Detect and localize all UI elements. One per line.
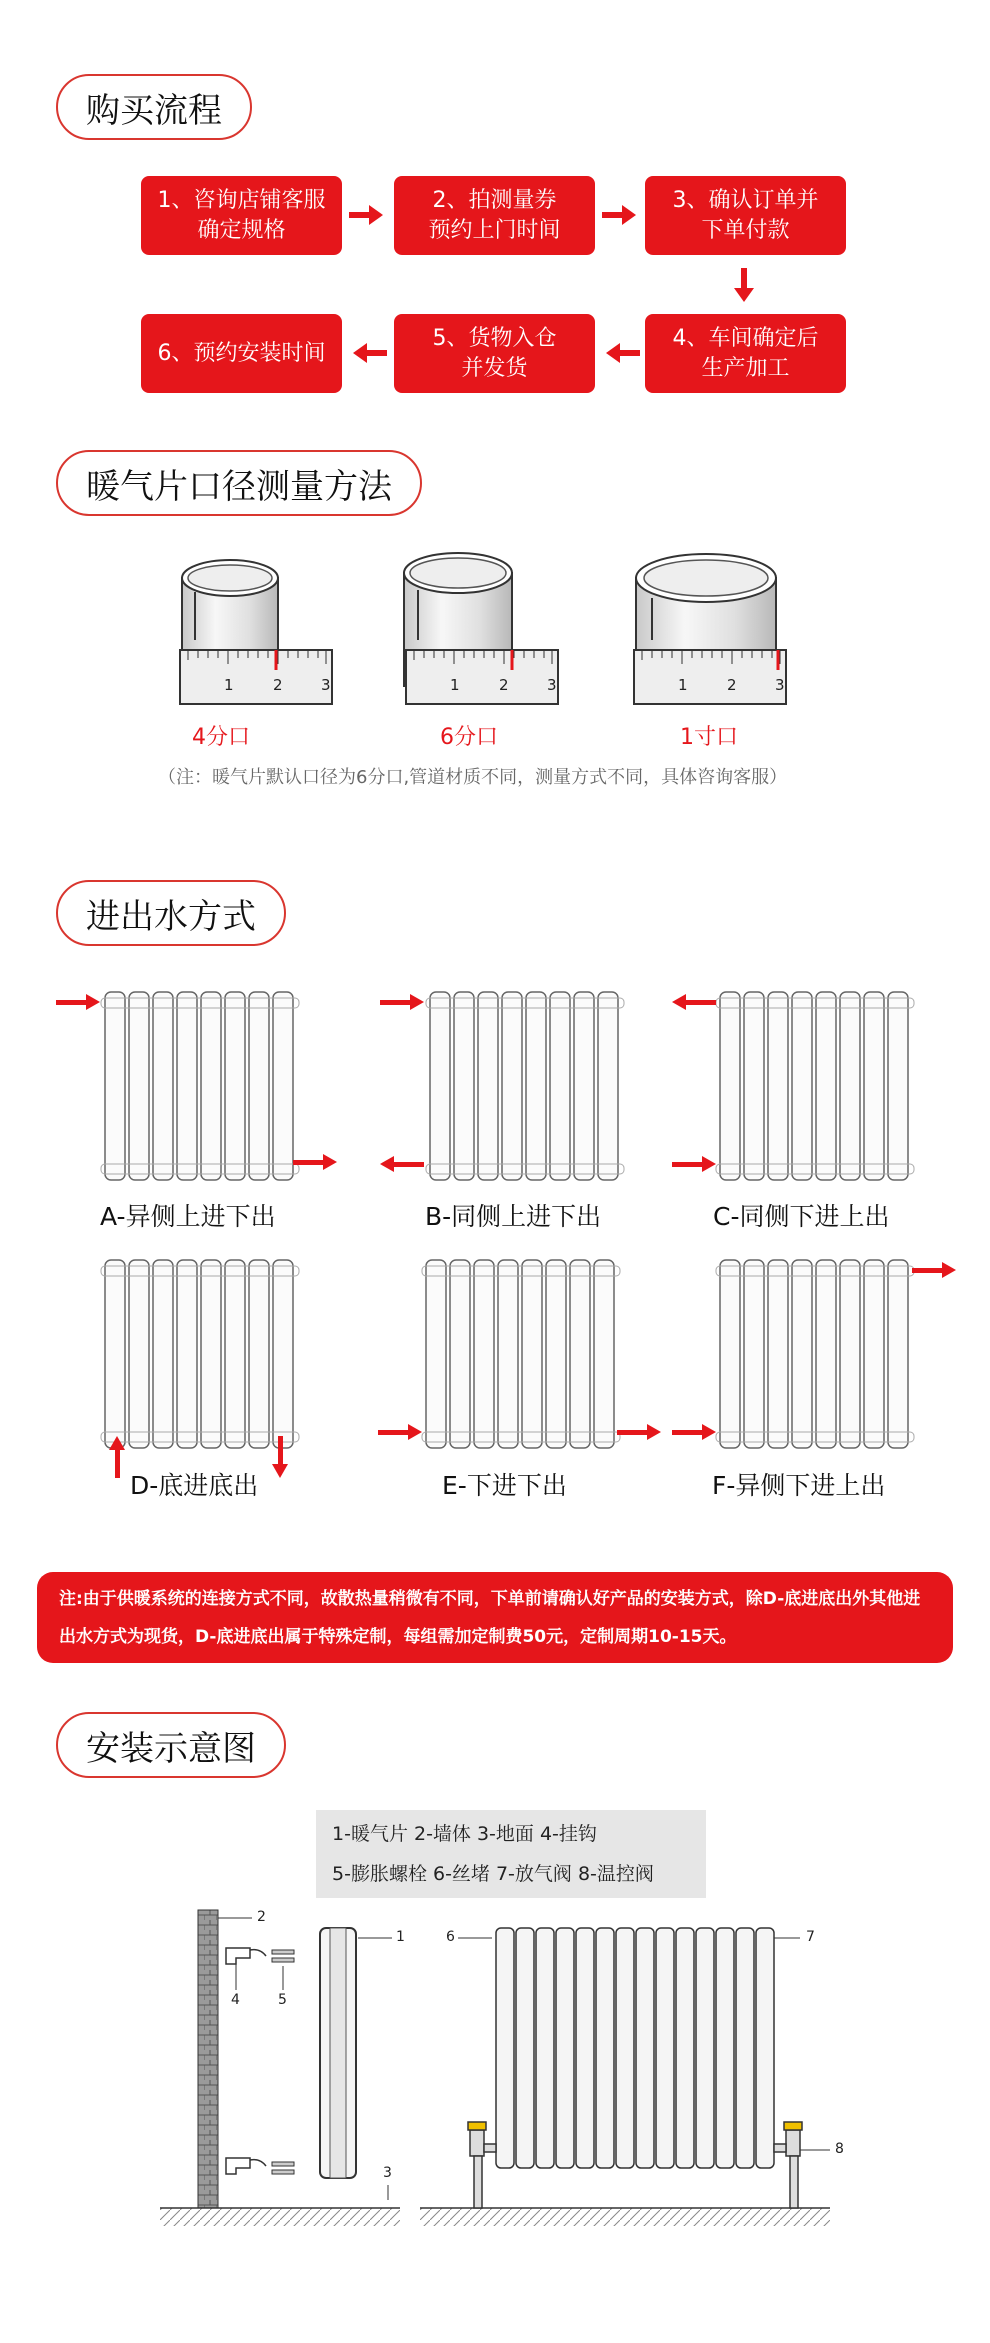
step-line: 2、拍测量券: [432, 187, 557, 213]
arrow-left-icon: [353, 343, 387, 363]
legend-line: 5-膨胀螺栓 6-丝堵 7-放气阀 8-温控阀: [332, 1863, 654, 1885]
pipe-diagrams: [0, 540, 990, 800]
pipe-4fen-icon: [180, 560, 332, 704]
install-number-7: 7: [806, 1929, 815, 1945]
ruler-tick-label: 1: [450, 676, 460, 694]
section-title-install: 安装示意图: [56, 1712, 286, 1778]
arrow-right-icon: [617, 1424, 661, 1440]
flow-mode-radiators: [0, 980, 990, 1540]
ruler-tick-label: 2: [499, 676, 509, 694]
radiator-f: [716, 1260, 914, 1448]
step-line: 4、车间确定后: [672, 325, 819, 351]
section-title-flow: 进出水方式: [56, 880, 286, 946]
radiator-d: [101, 1260, 299, 1448]
hook-icon: [226, 1948, 266, 2174]
ruler-tick-label: 2: [727, 676, 737, 694]
step-line: 确定规格: [197, 217, 286, 243]
arrow-left-icon: [606, 343, 640, 363]
arrow-right-icon: [378, 1424, 422, 1440]
pipe-label-4fen: 4分口: [192, 725, 250, 750]
step-line: 3、确认订单并: [672, 187, 819, 213]
radiator-b: [426, 992, 624, 1180]
install-number-8: 8: [835, 2141, 844, 2157]
arrow-right-icon: [912, 1262, 956, 1278]
flow-mode-label-d: D-底进底出: [130, 1471, 259, 1500]
ruler-tick-label: 2: [273, 676, 283, 694]
radiator-e: [422, 1260, 620, 1448]
step-line: 6、预约安装时间: [157, 340, 326, 366]
install-number-5: 5: [278, 1992, 287, 2008]
arrow-right-icon: [672, 1156, 716, 1172]
flow-mode-label-f: F-异侧下进上出: [712, 1471, 886, 1500]
front-radiator: [496, 1928, 774, 2168]
flow-mode-label-b: B-同侧上进下出: [425, 1202, 602, 1231]
section-title-purchase: 购买流程: [56, 74, 252, 140]
install-diagram: [0, 1900, 990, 2300]
legend-line: 1-暖气片 2-墙体 3-地面 4-挂钩: [332, 1823, 597, 1845]
ruler-tick-label: 3: [775, 676, 785, 694]
pipe-label-6fen: 6分口: [440, 725, 498, 750]
step-line: 并发货: [461, 355, 528, 381]
flow-mode-label-c: C-同侧下进上出: [713, 1202, 890, 1231]
install-number-6: 6: [446, 1929, 455, 1945]
flow-mode-label-e: E-下进下出: [442, 1471, 567, 1500]
step-line: 1、咨询店铺客服: [157, 187, 326, 213]
ruler-tick-label: 3: [321, 676, 331, 694]
arrow-right-icon: [56, 994, 100, 1010]
arrow-down-icon: [734, 268, 754, 302]
arrow-right-icon: [602, 205, 636, 225]
pipe-1cun-icon: [634, 554, 786, 704]
flow-mode-label-a: A-异侧上进下出: [100, 1202, 276, 1231]
install-legend: [316, 1810, 706, 1898]
step-line: 下单付款: [701, 217, 790, 243]
ruler-tick-label: 1: [224, 676, 234, 694]
install-number-3: 3: [383, 2165, 392, 2181]
step-line: 生产加工: [701, 355, 790, 381]
arrow-right-icon: [380, 994, 424, 1010]
pipe-6fen-icon: [404, 553, 558, 704]
ruler-tick-label: 3: [547, 676, 557, 694]
install-number-2: 2: [257, 1909, 266, 1925]
arrow-right-icon: [672, 1424, 716, 1440]
install-number-1: 1: [396, 1929, 405, 1945]
install-warning: 注:由于供暖系统的连接方式不同，故散热量稍微有不同，下单前请确认好产品的安装方式，除D-底进底出外其他进出水方式为现货，D-底进底出属于特殊定制，每组需加定制费50元，定制周期10-15天。: [37, 1572, 953, 1663]
install-number-4: 4: [231, 1992, 240, 2008]
radiator-a: [101, 992, 299, 1180]
arrow-right-icon: [293, 1154, 337, 1170]
step-line: 预约上门时间: [428, 217, 561, 243]
step-line: 5、货物入仓: [432, 325, 557, 351]
flow-arrows: [0, 0, 990, 420]
ruler-tick-label: 1: [678, 676, 688, 694]
arrow-left-icon: [380, 1156, 424, 1172]
arrow-left-icon: [672, 994, 716, 1010]
section-title-measure: 暖气片口径测量方法: [56, 450, 422, 516]
arrow-right-icon: [349, 205, 383, 225]
pipe-label-1cun: 1寸口: [680, 725, 738, 750]
radiator-c: [716, 992, 914, 1180]
measure-note: （注：暖气片默认口径为6分口,管道材质不同，测量方式不同，具体咨询客服）: [158, 767, 788, 788]
